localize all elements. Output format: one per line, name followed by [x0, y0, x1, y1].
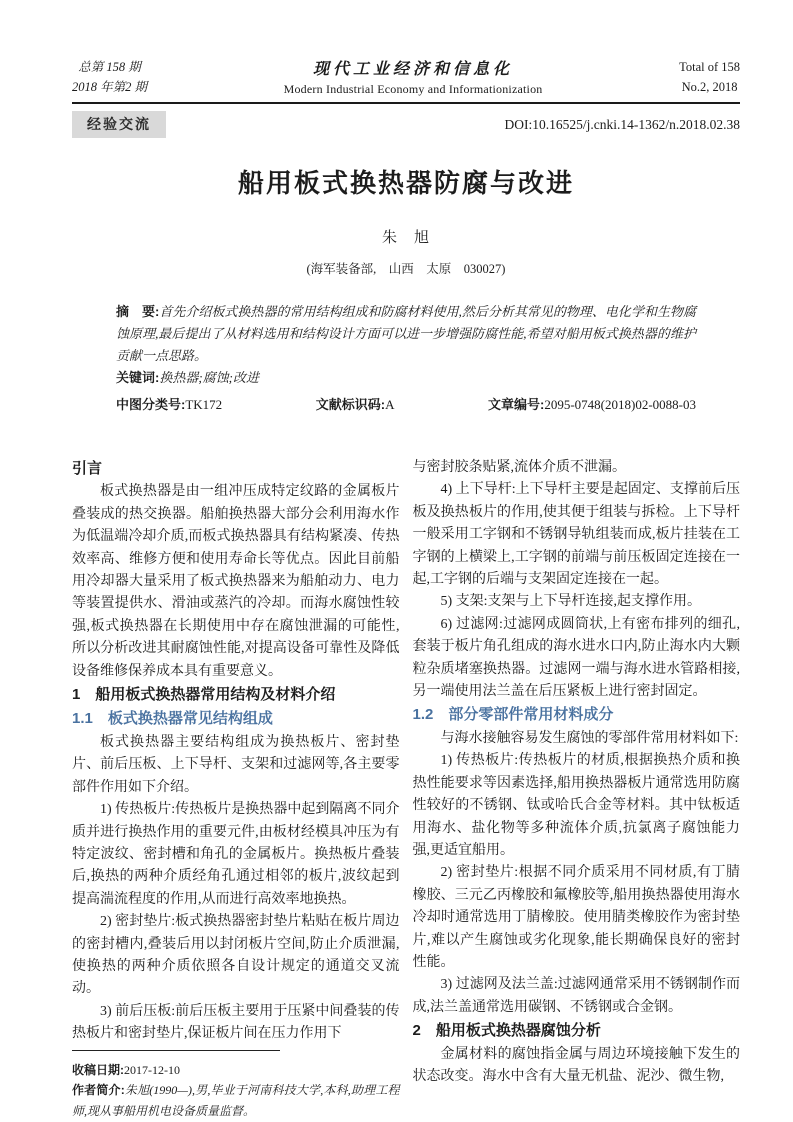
paragraph: 5) 支架:支架与上下导杆连接,起支撑作用。: [440, 594, 702, 610]
paragraph: 4) 上下导杆:上下导杆主要是起固定、支撑前后压板及换热板片的作用,使其便于组装与拆检。上下导杆一般采用工字钢和不锈钢导轨组装而成,板片挂装在工字钢的上横梁上,工字钢的前端与前压板固定连接在一起,工字钢的后端与支架固定连接在一起。: [412, 482, 740, 588]
received-date-label: 收稿日期:: [72, 1062, 124, 1077]
abstract-text: 首先介绍板式换热器的常用结构组成和防腐材料使用,然后分析其常见的物理、电化学和生物腐蚀原理,最后提出了从材料选用和结构设计方面可以进一步增强防腐性能,希望对船用板式换热器的维护贡献一点思路。: [116, 304, 696, 363]
keywords-text: 换热器;腐蚀;改进: [159, 370, 260, 385]
paragraph: 板式换热器是由一组冲压成特定纹路的金属板片叠装成的热交换器。船舶换热器大部分会利用海水作为低温端冷却介质,而板式换热器具有结构紧凑、传热效率高、维修方便和使用寿命长等优点。因此目前船用冷却器大量采用了板式换热器来为船舶动力、电力等装置提供水、滑油或蒸汽的冷却。而海水腐蚀性较强,板式换热器在长期使用中存在腐蚀泄漏的可能性,所以分析改进其耐腐蚀性能,对提高设备可靠性及降低设备维修保养成本具有重要意义。: [72, 484, 400, 679]
issue-total-cn: 总第 158 期: [78, 60, 141, 75]
issue-total-en: Total of 158: [679, 60, 740, 75]
clc-label: 中图分类号:: [116, 397, 186, 412]
issue-info-left: [72, 58, 147, 97]
paragraph: 金属材料的腐蚀指金属与周边环境接触下发生的状态改变。海水中含有大量无机盐、泥沙、微生物,: [412, 1046, 740, 1084]
sub-header: [72, 111, 740, 138]
paragraph: 2) 密封垫片:板式换热器密封垫片粘贴在板片周边的密封槽内,叠装后用以封闭板片空间,防止介质泄漏,使换热的两种介质依照各自设计规定的通道交叉流动。: [72, 914, 400, 997]
paragraph: 1) 传热板片:传热板片的材质,根据换热介质和换热性能要求等因素选择,船用换热器板片通常选用防腐性较好的不锈钢、钛或哈氏合金等材料。其中钛板适用海水、盐化物等多种流体介质,抗氯离子腐蚀能力强,更适宜船用。: [412, 753, 740, 858]
paragraph: 3) 过滤网及法兰盖:过滤网通常采用不锈钢制作而成,法兰盖通常选用碳钢、不锈钢或合金钢。: [412, 977, 740, 1015]
received-date-line: [72, 1060, 400, 1081]
paragraph: 与密封胶条贴紧,流体介质不泄漏。: [412, 460, 626, 475]
doi-text: DOI:10.16525/j.cnki.14-1362/n.2018.02.38: [504, 116, 740, 132]
article-id-item: [488, 394, 696, 416]
abstract-block: [116, 301, 696, 416]
paragraph: 6) 过滤网:过滤网成圆筒状,上有密布排列的细孔,套装于板片角孔组成的海水进水口内,防止海水内大颗粒杂质堵塞换热器。过滤网一端与海水进水管路相接,另一端使用法兰盖在后压紧板上进行密封固定。: [412, 616, 740, 700]
paragraph: 3) 前后压板:前后压板主要用于压紧中间叠装的传热板片和密封垫片,保证板片间在压力作用下: [72, 1003, 400, 1042]
abstract-paragraph: [116, 301, 696, 367]
body-columns: [72, 457, 740, 1122]
issue-number-cn: 2018 年第2 期: [72, 79, 148, 94]
paragraph: 与海水接触容易发生腐蚀的零部件常用材料如下:: [440, 730, 739, 746]
clc-value: TK172: [185, 397, 223, 412]
article-id-value: 2095-0748(2018)02-0088-03: [544, 397, 696, 412]
author-bio-text: 朱旭(1990—),男,毕业于河南科技大学,本科,助理工程师,现从事船用机电设备质量监督。: [72, 1083, 400, 1118]
author-affiliation: (海军装备部, 山西 太原 030027): [306, 262, 506, 276]
author-bio-label: 作者简介:: [72, 1083, 125, 1097]
issue-number-en: No.2, 2018: [681, 79, 738, 94]
footnote-divider: [72, 1050, 280, 1051]
section-heading-introduction: 引言: [72, 460, 103, 477]
classification-line: [116, 394, 696, 416]
keywords-line: [116, 367, 696, 389]
doc-code-item: [316, 394, 395, 416]
left-column: [72, 457, 400, 1122]
doc-code-label: 文献标识码:: [315, 397, 386, 412]
keywords-label: 关键词:: [116, 370, 160, 385]
subsection-heading-1-2: 1.2 部分零部件常用材料成分: [412, 706, 614, 724]
column-badge: 经验交流: [72, 111, 166, 138]
author-name: 朱 旭: [381, 230, 430, 246]
clc-item: [116, 394, 222, 416]
received-date-value: 2017-12-10: [124, 1062, 180, 1077]
journal-title-block: [284, 56, 543, 97]
right-column: [413, 457, 741, 1122]
author-bio-line: [72, 1080, 400, 1121]
abstract-label: 摘 要:: [116, 304, 160, 319]
article-title: 船用板式换热器防腐与改进: [237, 168, 574, 198]
section-heading-1: 1 船用板式换热器常用结构及材料介绍: [72, 686, 336, 704]
paragraph: 1) 传热板片:传热板片是换热器中起到隔离不同介质并进行换热作用的重要元件,由板材经模具冲压为有特定波纹、密封槽和角孔的金属板片。换热板片叠装后,换热的两种介质经角孔通过相邻的板片,波纹起到提高湍流程度的作用,从而进行高效率地换热。: [72, 802, 400, 907]
journal-title-cn: 现代工业经济和信息化: [313, 61, 514, 78]
masthead: [72, 56, 740, 104]
paragraph: 板式换热器主要结构组成为换热板片、密封垫片、前后压板、上下导杆、支架和过滤网等,各主要零部件作用如下介绍。: [72, 734, 400, 795]
article-id-label: 文章编号:: [487, 397, 545, 412]
journal-title-en: Modern Industrial Economy and Informationization: [283, 82, 543, 96]
section-heading-2: 2 船用板式换热器腐蚀分析: [412, 1022, 601, 1040]
doc-code-value: A: [385, 397, 395, 412]
issue-info-right: [679, 58, 740, 97]
footnote-block: [72, 1050, 400, 1122]
paragraph: 2) 密封垫片:根据不同介质采用不同材质,有丁腈橡胶、三元乙丙橡胶和氟橡胶等,船用换热器使用海水冷却时通常选用丁腈橡胶。使用腈类橡胶作为密封垫片,难以产生腐蚀或劣化现象,能长期确保良好的密封性能。: [412, 865, 740, 970]
subsection-heading-1-1: 1.1 板式换热器常见结构组成: [72, 710, 273, 728]
